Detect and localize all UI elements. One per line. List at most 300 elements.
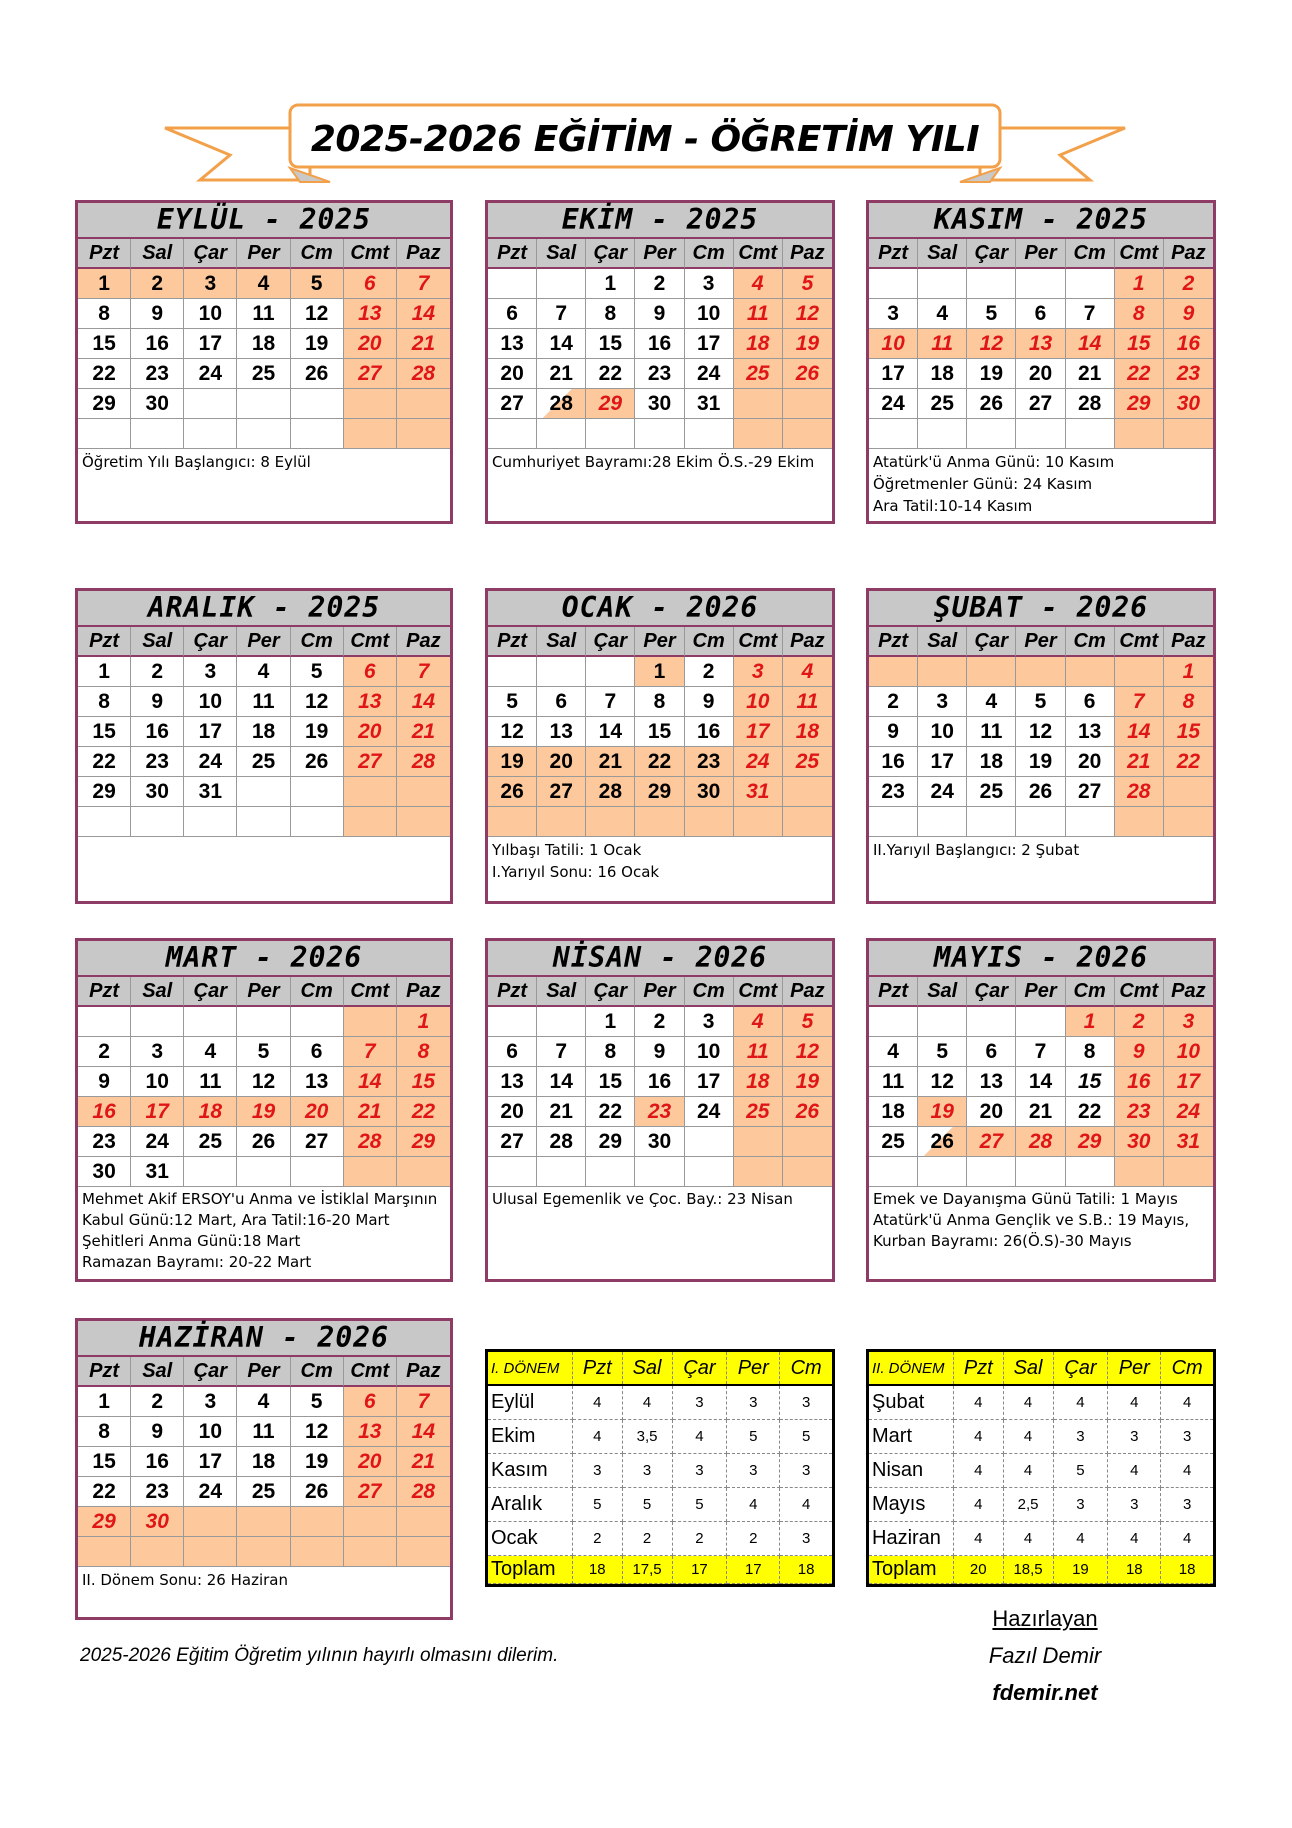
- summary-total-row: [869, 1556, 1213, 1584]
- day-cell: 23: [131, 1477, 184, 1507]
- day-cell: 10: [685, 1037, 734, 1067]
- empty-cell: [1016, 1157, 1065, 1187]
- weekday-header: Pzt: [488, 239, 537, 269]
- empty-cell: [635, 419, 684, 449]
- day-cell: 11: [734, 299, 783, 329]
- day-cell: 28: [1115, 777, 1164, 807]
- empty-cell: [537, 1157, 586, 1187]
- day-cell: 4: [967, 687, 1016, 717]
- day-cell: 25: [869, 1127, 918, 1157]
- empty-cell: [397, 1537, 450, 1567]
- summary-value: 3: [672, 1385, 727, 1420]
- day-cell: 12: [967, 329, 1016, 359]
- empty-cell: [488, 657, 537, 687]
- day-cell: 29: [78, 1507, 131, 1537]
- day-cell: 29: [586, 389, 635, 419]
- summary-month: Nisan: [869, 1454, 954, 1488]
- day-cell: 28: [344, 1127, 397, 1157]
- day-cell: 9: [1115, 1037, 1164, 1067]
- day-cell: 16: [1115, 1067, 1164, 1097]
- summary-value: 4: [1161, 1522, 1213, 1556]
- empty-cell: [783, 1157, 832, 1187]
- day-cell: 4: [734, 1007, 783, 1037]
- empty-cell: [918, 807, 967, 837]
- day-cell: 20: [488, 359, 537, 389]
- month-calendar: [75, 938, 453, 1282]
- empty-cell: [1066, 419, 1115, 449]
- empty-cell: [291, 1007, 344, 1037]
- summary-header: II. DÖNEM: [869, 1352, 954, 1385]
- weekday-header: Cm: [291, 239, 344, 269]
- summary-value: 4: [573, 1420, 623, 1454]
- empty-cell: [291, 419, 344, 449]
- empty-cell: [967, 269, 1016, 299]
- day-cell: 22: [1066, 1097, 1115, 1127]
- day-cell: 18: [967, 747, 1016, 777]
- day-cell: 26: [783, 359, 832, 389]
- summary-value: 2: [622, 1522, 672, 1556]
- day-cell: 6: [537, 687, 586, 717]
- summary-value: 4: [727, 1488, 780, 1522]
- summary-row: [488, 1454, 832, 1488]
- empty-cell: [488, 269, 537, 299]
- day-cell: 2: [131, 657, 184, 687]
- summary-value: 3: [780, 1385, 832, 1420]
- day-cell: 22: [586, 359, 635, 389]
- empty-cell: [131, 1537, 184, 1567]
- note-line: Atatürk'ü Anma Günü: 10 Kasım: [873, 453, 1115, 471]
- weekday-header: Paz: [1164, 977, 1213, 1007]
- month-calendar: [866, 588, 1216, 904]
- summary-value: 4: [954, 1488, 1004, 1522]
- month-calendar: [866, 200, 1216, 524]
- day-cell: 3: [918, 687, 967, 717]
- summary-total-value: 18,5: [1003, 1556, 1053, 1584]
- day-cell: 22: [1115, 359, 1164, 389]
- empty-cell: [131, 419, 184, 449]
- day-cell: 16: [78, 1097, 131, 1127]
- day-cell: 28: [1016, 1127, 1065, 1157]
- weekday-header: Sal: [537, 977, 586, 1007]
- month-title: NİSAN - 2026: [488, 941, 832, 977]
- weekday-header: Paz: [397, 1357, 450, 1387]
- month-title: OCAK - 2026: [488, 591, 832, 627]
- month-title: EKİM - 2025: [488, 203, 832, 239]
- summary-row: [869, 1385, 1213, 1420]
- summary-value: 2: [672, 1522, 727, 1556]
- day-cell: 11: [184, 1067, 237, 1097]
- empty-cell: [967, 657, 1016, 687]
- day-cell: 14: [537, 1067, 586, 1097]
- month-title: ARALIK - 2025: [78, 591, 450, 627]
- day-cell: 8: [1115, 299, 1164, 329]
- empty-cell: [869, 419, 918, 449]
- note-line: Emek ve Dayanışma Günü Tatili: 1 Mayıs: [873, 1190, 1178, 1208]
- weekday-header: Sal: [918, 977, 967, 1007]
- day-cell: 20: [1016, 359, 1065, 389]
- day-cell: 15: [1066, 1067, 1115, 1097]
- empty-cell: [869, 1007, 918, 1037]
- note-line: Atatürk'ü Anma Gençlik ve S.B.: 19 Mayıs,: [873, 1211, 1190, 1229]
- empty-cell: [237, 1537, 290, 1567]
- empty-cell: [1066, 1157, 1115, 1187]
- note-line: II.Yarıyıl Başlangıcı: 2 Şubat: [873, 841, 1080, 859]
- day-cell: 6: [488, 299, 537, 329]
- day-cell: 24: [184, 1477, 237, 1507]
- summary-value: 3: [1053, 1488, 1108, 1522]
- summary-value: 4: [1108, 1385, 1161, 1420]
- day-cell: 20: [488, 1097, 537, 1127]
- summary-total-value: 18: [1108, 1556, 1161, 1584]
- day-cell: 27: [344, 747, 397, 777]
- day-cell: 1: [586, 269, 635, 299]
- day-cell: 26: [918, 1127, 967, 1157]
- weekday-header: Cmt: [344, 1357, 397, 1387]
- day-cell: 19: [1016, 747, 1065, 777]
- day-cell: 19: [291, 1447, 344, 1477]
- empty-cell: [291, 389, 344, 419]
- day-cell: 19: [783, 1067, 832, 1097]
- weekday-header: Cm: [1066, 239, 1115, 269]
- empty-cell: [237, 777, 290, 807]
- day-cell: 29: [397, 1127, 450, 1157]
- summary-value: 4: [1003, 1522, 1053, 1556]
- empty-cell: [1164, 807, 1213, 837]
- weekday-header: Paz: [1164, 627, 1213, 657]
- empty-cell: [397, 419, 450, 449]
- summary-row: [488, 1488, 832, 1522]
- summary-month: Mart: [869, 1420, 954, 1454]
- day-cell: 8: [78, 687, 131, 717]
- note-line: Kurban Bayramı: 26(Ö.S)-30 Mayıs: [873, 1232, 1132, 1250]
- weekday-header: Per: [1016, 627, 1065, 657]
- summary-total-label: Toplam: [488, 1556, 573, 1584]
- weekday-header: Çar: [967, 239, 1016, 269]
- empty-cell: [78, 807, 131, 837]
- weekday-header: Paz: [1164, 239, 1213, 269]
- day-cell: 27: [1066, 777, 1115, 807]
- note-line: Mehmet Akif ERSOY'u Anma ve İstiklal Marşının: [82, 1190, 438, 1208]
- note-line: Yılbaşı Tatili: 1 Ocak: [492, 841, 642, 859]
- empty-cell: [685, 1127, 734, 1157]
- month-notes: [78, 1567, 450, 1617]
- day-cell: 20: [344, 717, 397, 747]
- day-cell: 13: [537, 717, 586, 747]
- day-cell: 3: [131, 1037, 184, 1067]
- day-cell: 31: [1164, 1127, 1213, 1157]
- day-cell: 16: [635, 329, 684, 359]
- day-cell: 18: [734, 329, 783, 359]
- weekday-header: Çar: [586, 239, 635, 269]
- summary-value: 5: [672, 1488, 727, 1522]
- weekday-header: Çar: [184, 977, 237, 1007]
- empty-cell: [1164, 419, 1213, 449]
- day-cell: 16: [635, 1067, 684, 1097]
- day-cell: 8: [397, 1037, 450, 1067]
- day-cell: 10: [184, 1417, 237, 1447]
- empty-cell: [918, 1007, 967, 1037]
- summary-value: 5: [1053, 1454, 1108, 1488]
- day-cell: 4: [237, 269, 290, 299]
- day-cell: 28: [397, 1477, 450, 1507]
- day-cell: 8: [1164, 687, 1213, 717]
- day-cell: 15: [586, 1067, 635, 1097]
- note-line: Kabul Günü:12 Mart, Ara Tatil:16-20 Mart: [82, 1211, 390, 1229]
- empty-cell: [586, 807, 635, 837]
- day-cell: 27: [488, 389, 537, 419]
- day-cell: 10: [918, 717, 967, 747]
- weekday-header: Cm: [1066, 977, 1115, 1007]
- weekday-header: Per: [237, 239, 290, 269]
- summary-value: 3: [727, 1385, 780, 1420]
- day-cell: 15: [78, 1447, 131, 1477]
- day-cell: 24: [918, 777, 967, 807]
- summary-value: 3: [573, 1454, 623, 1488]
- weekday-header: Cmt: [734, 977, 783, 1007]
- day-cell: 4: [237, 657, 290, 687]
- summary-value: 5: [780, 1420, 832, 1454]
- day-cell: 16: [131, 717, 184, 747]
- summary-value: 4: [1053, 1522, 1108, 1556]
- day-cell: 10: [869, 329, 918, 359]
- day-cell: 22: [78, 1477, 131, 1507]
- weekday-header: Per: [1016, 239, 1065, 269]
- day-cell: 6: [291, 1037, 344, 1067]
- month-notes: [78, 449, 450, 521]
- day-cell: 30: [131, 777, 184, 807]
- day-cell: 30: [635, 1127, 684, 1157]
- month-title: KASIM - 2025: [869, 203, 1213, 239]
- empty-cell: [397, 1157, 450, 1187]
- day-cell: 3: [184, 269, 237, 299]
- day-cell: 23: [685, 747, 734, 777]
- day-cell: 5: [237, 1037, 290, 1067]
- weekday-header: Sal: [131, 977, 184, 1007]
- note-line: II. Dönem Sonu: 26 Haziran: [82, 1571, 288, 1589]
- empty-cell: [291, 1157, 344, 1187]
- day-cell: 20: [537, 747, 586, 777]
- empty-cell: [783, 419, 832, 449]
- empty-cell: [1115, 807, 1164, 837]
- empty-cell: [397, 807, 450, 837]
- weekday-header: Çar: [586, 627, 635, 657]
- day-cell: 18: [783, 717, 832, 747]
- day-cell: 28: [537, 1127, 586, 1157]
- day-cell: 8: [586, 299, 635, 329]
- weekday-header: Sal: [918, 627, 967, 657]
- weekday-header: Pzt: [488, 627, 537, 657]
- day-cell: 23: [131, 747, 184, 777]
- day-cell: 11: [734, 1037, 783, 1067]
- summary-value: 4: [1053, 1385, 1108, 1420]
- day-cell: 14: [1066, 329, 1115, 359]
- summary-month: Şubat: [869, 1385, 954, 1420]
- day-cell: 25: [237, 359, 290, 389]
- day-cell: 25: [734, 359, 783, 389]
- month-title: MART - 2026: [78, 941, 450, 977]
- summary-header: Pzt: [954, 1352, 1004, 1385]
- day-cell: 1: [397, 1007, 450, 1037]
- day-cell: 20: [1066, 747, 1115, 777]
- day-cell: 4: [184, 1037, 237, 1067]
- day-cell: 6: [488, 1037, 537, 1067]
- day-cell: 7: [397, 657, 450, 687]
- day-cell: 22: [1164, 747, 1213, 777]
- empty-cell: [918, 269, 967, 299]
- summary-table-term-2: [866, 1349, 1216, 1587]
- summary-value: 5: [727, 1420, 780, 1454]
- month-notes: [488, 837, 832, 901]
- day-cell: 25: [734, 1097, 783, 1127]
- day-cell: 9: [685, 687, 734, 717]
- empty-cell: [184, 1507, 237, 1537]
- day-cell: 24: [685, 1097, 734, 1127]
- empty-cell: [783, 777, 832, 807]
- day-cell: 2: [78, 1037, 131, 1067]
- empty-cell: [586, 657, 635, 687]
- empty-cell: [184, 807, 237, 837]
- day-cell: 25: [783, 747, 832, 777]
- day-cell: 3: [184, 1387, 237, 1417]
- empty-cell: [237, 1157, 290, 1187]
- day-cell: 27: [344, 1477, 397, 1507]
- summary-value: 4: [672, 1420, 727, 1454]
- empty-cell: [1115, 657, 1164, 687]
- summary-row: [488, 1522, 832, 1556]
- day-cell: 7: [537, 1037, 586, 1067]
- day-cell: 9: [131, 1417, 184, 1447]
- empty-cell: [1164, 777, 1213, 807]
- summary-month: Eylül: [488, 1385, 573, 1420]
- empty-cell: [918, 1157, 967, 1187]
- day-cell: 2: [131, 269, 184, 299]
- day-cell: 17: [734, 717, 783, 747]
- summary-row: [488, 1385, 832, 1420]
- day-cell: 8: [635, 687, 684, 717]
- weekday-header: Çar: [967, 627, 1016, 657]
- month-calendar: [485, 200, 835, 524]
- weekday-header: Paz: [397, 977, 450, 1007]
- day-cell: 24: [184, 747, 237, 777]
- day-cell: 9: [131, 687, 184, 717]
- month-title: HAZİRAN - 2026: [78, 1321, 450, 1357]
- day-cell: 12: [237, 1067, 290, 1097]
- day-cell: 15: [635, 717, 684, 747]
- day-cell: 23: [1164, 359, 1213, 389]
- day-cell: 21: [397, 329, 450, 359]
- day-cell: 14: [344, 1067, 397, 1097]
- day-cell: 26: [291, 1477, 344, 1507]
- day-cell: 9: [869, 717, 918, 747]
- empty-cell: [344, 1157, 397, 1187]
- day-cell: 19: [291, 717, 344, 747]
- day-cell: 7: [397, 1387, 450, 1417]
- day-cell: 15: [586, 329, 635, 359]
- weekday-header: Cmt: [344, 977, 397, 1007]
- day-cell: 3: [734, 657, 783, 687]
- day-cell: 11: [237, 299, 290, 329]
- summary-value: 3: [1108, 1420, 1161, 1454]
- day-cell: 13: [1066, 717, 1115, 747]
- empty-cell: [344, 419, 397, 449]
- day-cell: 7: [1066, 299, 1115, 329]
- day-cell: 5: [1016, 687, 1065, 717]
- weekday-header: Sal: [131, 1357, 184, 1387]
- day-cell: 10: [131, 1067, 184, 1097]
- weekday-header: Paz: [397, 239, 450, 269]
- day-cell: 11: [967, 717, 1016, 747]
- prepared-by: [960, 1600, 1130, 1711]
- day-cell: 11: [918, 329, 967, 359]
- month-notes: [488, 449, 832, 521]
- empty-cell: [1066, 807, 1115, 837]
- day-cell: 5: [291, 269, 344, 299]
- day-cell: 5: [488, 687, 537, 717]
- summary-month: Aralık: [488, 1488, 573, 1522]
- month-notes: [869, 837, 1213, 901]
- summary-value: 3: [780, 1522, 832, 1556]
- summary-row: [869, 1454, 1213, 1488]
- empty-cell: [685, 1157, 734, 1187]
- summary-header: I. DÖNEM: [488, 1352, 573, 1385]
- summary-value: 3: [1053, 1420, 1108, 1454]
- empty-cell: [344, 807, 397, 837]
- day-cell: 12: [291, 687, 344, 717]
- summary-total-value: 19: [1053, 1556, 1108, 1584]
- day-cell: 10: [184, 299, 237, 329]
- weekday-header: Pzt: [78, 239, 131, 269]
- weekday-header: Sal: [537, 239, 586, 269]
- note-line: Öğretim Yılı Başlangıcı: 8 Eylül: [82, 453, 311, 471]
- empty-cell: [783, 389, 832, 419]
- month-notes: [869, 1187, 1213, 1279]
- summary-value: 4: [573, 1385, 623, 1420]
- empty-cell: [685, 807, 734, 837]
- day-cell: 5: [918, 1037, 967, 1067]
- month-notes: [488, 1187, 832, 1279]
- day-cell: 25: [237, 747, 290, 777]
- empty-cell: [488, 419, 537, 449]
- note-line: Ara Tatil:10-14 Kasım: [873, 497, 1033, 515]
- day-cell: 24: [734, 747, 783, 777]
- author-website[interactable]: fdemir.net: [992, 1680, 1098, 1705]
- prepared-heading: Hazırlayan: [992, 1606, 1098, 1631]
- month-calendar: [75, 1318, 453, 1620]
- summary-month: Ocak: [488, 1522, 573, 1556]
- empty-cell: [869, 1157, 918, 1187]
- empty-cell: [1016, 1007, 1065, 1037]
- day-cell: 22: [78, 359, 131, 389]
- summary-total-value: 17: [727, 1556, 780, 1584]
- empty-cell: [635, 807, 684, 837]
- day-cell: 14: [397, 1417, 450, 1447]
- day-cell: 1: [78, 269, 131, 299]
- empty-cell: [967, 1007, 1016, 1037]
- day-cell: 5: [291, 657, 344, 687]
- empty-cell: [344, 1537, 397, 1567]
- weekday-header: Cm: [291, 977, 344, 1007]
- day-cell: 21: [537, 359, 586, 389]
- day-cell: 26: [1016, 777, 1065, 807]
- summary-month: Kasım: [488, 1454, 573, 1488]
- day-cell: 29: [78, 777, 131, 807]
- summary-value: 3: [1161, 1420, 1213, 1454]
- day-cell: 24: [131, 1127, 184, 1157]
- summary-value: 2: [573, 1522, 623, 1556]
- weekday-header: Sal: [537, 627, 586, 657]
- day-cell: 15: [78, 329, 131, 359]
- summary-total-value: 18: [780, 1556, 832, 1584]
